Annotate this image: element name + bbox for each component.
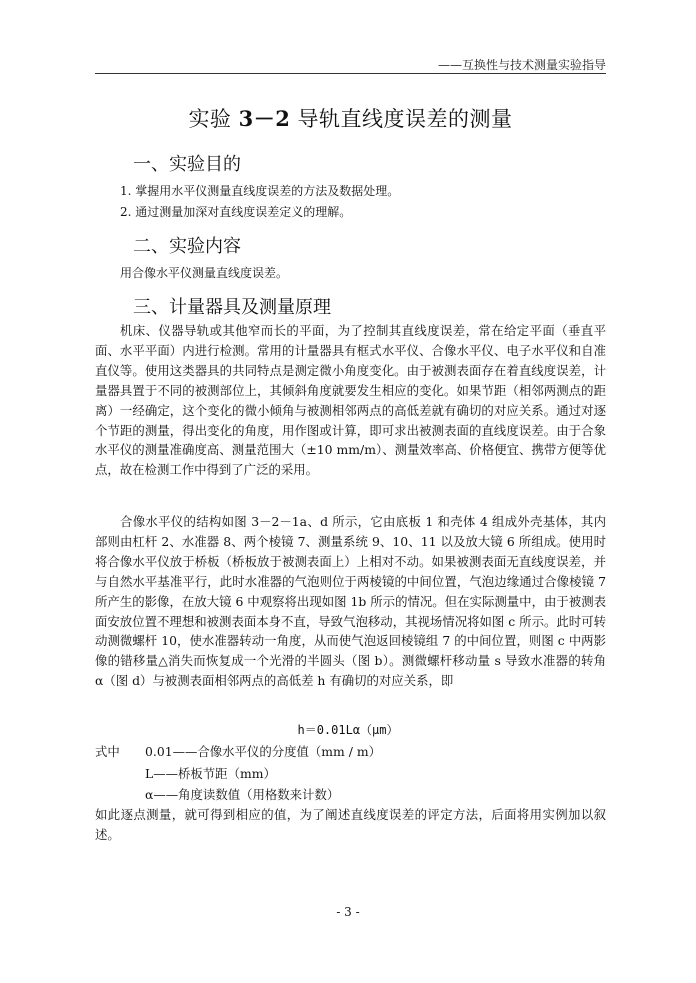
title-number: 3－2 (238, 106, 291, 131)
header-divider (95, 73, 606, 74)
page-number: - 3 - (336, 905, 360, 919)
page-title (95, 103, 606, 133)
paragraph: 机床、仪器导轨或其他窄而长的平面，为了控制其直线度误差，常在给定平面（垂直平面、水平平面）内进行检测。常用的计量器具有框式水平仪、合像水平仪、电子水平仪和自准直仪等。使用这类器具的共同特点是测定微小角度变化。由于被测表面存在着直线度误差，计量器具置于不同的被测部位上，其倾斜角度就要发生相应的变化。如果节距（相邻两测点的距离）一经确定，这个变化的微小倾角与被测相邻两点的高低差就有确切的对应关系。通过对逐个节距的测量，得出变化的角度，用作图或计算，即可求出被测表面的直线度误差。由于合象水平仪的测量准确度高、测量范围大（±10 mm/m）、测量效率高、价格便宜、携带方便等优点，故在检测工作中得到了广泛的采用。 (95, 323, 606, 478)
section-heading-principle: 三、计量器具及测量原理 (133, 297, 331, 318)
definition-item: L——桥板节距（mm） (145, 766, 276, 781)
definition-item: α——角度读数值（用格数来计数） (145, 787, 340, 802)
definition-label: 式中 (95, 744, 120, 759)
paragraph: 合像水平仪的结构如图 3－2－1a、d 所示，它由底板 1 和壳体 4 组成外壳基体，其内部则由杠杆 2、水准器 8、两个棱镜 7、测量系统 9、10、11 以及放大镜 6 所组成。使用时将合像水平仪放于桥板（桥板放于被测表面上）上相对不动。如果被测表面无直线度误差，并与自然水平基准平行，此时水准器的气泡则位于两棱镜的中间位置，气泡边缘通过合像棱镜 7 所产生的影像，在放大镜 6 中观察将出现如图 1b 所示的情况。但在实际测量中，由于被测表面安放位置不理想和被测表面本身不直，导致气泡移动，其视场情况将如图 c 所示。此时可转动测微螺杆 10，使水准器转动一角度，从而使气泡返回棱镜组 7 的中间位置，则图 c 中两影像的错移量△消失而恢复成一个光滑的半圆头（图 b）。测微螺杆移动量 s 导致水准器的转角 α（图 d）与被测表面相邻两点的高低差 h 有确切的对应关系，即 (95, 514, 606, 689)
paragraph: 如此逐点测量，就可得到相应的值，为了阐述直线度误差的评定方法，后面将用实例加以叙述。 (95, 807, 606, 842)
formula: h＝0.01Lα（μm） (297, 723, 399, 737)
title-prefix: 实验 (188, 107, 239, 131)
section-heading-content: 二、实验内容 (133, 236, 241, 257)
list-item: 1. 掌握用水平仪测量直线度误差的方法及数据处理。 (120, 184, 400, 198)
running-header: ——互换性与技术测量实验指导 (437, 58, 606, 72)
section-heading-purpose: 一、实验目的 (133, 154, 241, 175)
definition-item: 0.01——合像水平仪的分度值（mm / m） (145, 744, 381, 759)
content-text: 用合像水平仪测量直线度误差。 (120, 266, 289, 280)
title-text: 导轨直线度误差的测量 (290, 107, 513, 131)
list-item: 2. 通过测量加深对直线度误差定义的理解。 (120, 205, 352, 219)
